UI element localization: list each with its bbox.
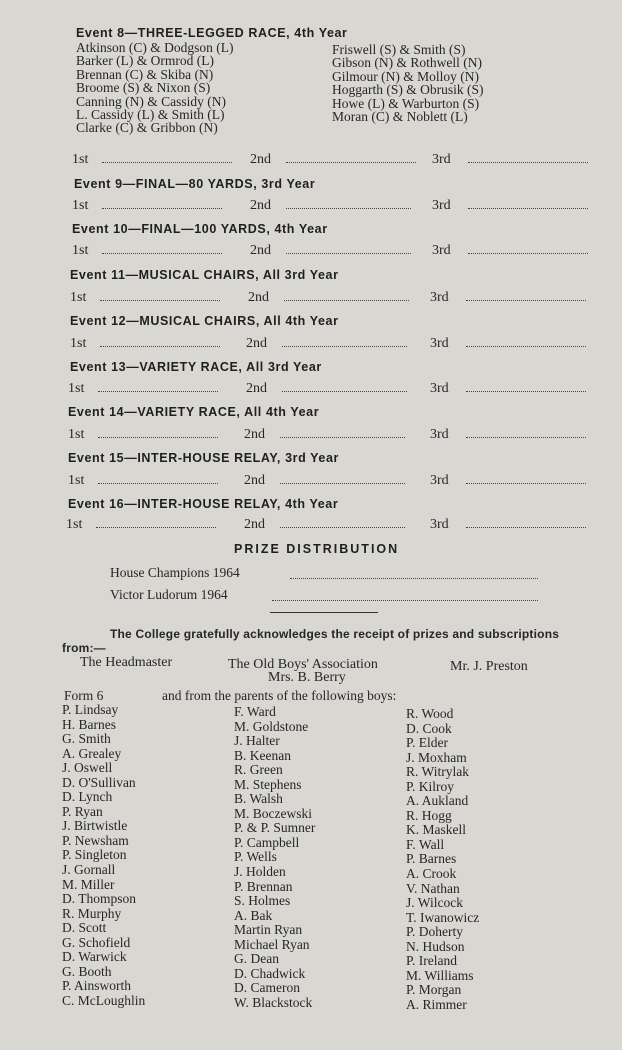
house-champions-label: House Champions 1964 (110, 565, 240, 580)
third-place-label: 3rd (430, 473, 449, 488)
victor-ludorum-label: Victor Ludorum 1964 (110, 587, 228, 602)
donor-preston: Mr. J. Preston (450, 659, 528, 674)
event-8-places (66, 152, 590, 168)
event-16-heading: Event 16—INTER-HOUSE RELAY, 4th Year (68, 497, 339, 511)
list-item: S. Holmes (234, 893, 291, 909)
first-place-blank (98, 391, 218, 392)
entry-pair: Gibson (N) & Rothwell (N) (332, 55, 482, 71)
form-6-label: Form 6 (64, 688, 104, 703)
first-place-blank (102, 253, 222, 254)
list-item: D. Thompson (62, 891, 137, 907)
third-place-label: 3rd (430, 336, 449, 351)
list-item: F. Wall (406, 836, 445, 852)
list-item: G. Smith (62, 731, 111, 747)
donor-berry: Mrs. B. Berry (268, 670, 346, 685)
list-item: R. Hogg (406, 807, 452, 823)
entry-pair: Moran (C) & Noblett (L) (332, 109, 468, 125)
entry-pair: Brennan (C) & Skiba (N) (76, 66, 214, 82)
list-item: D. Chadwick (234, 965, 306, 981)
event-10-places (66, 243, 590, 259)
second-place-label: 2nd (250, 198, 271, 213)
entry-pair: Canning (N) & Cassidy (N) (76, 93, 226, 109)
list-item: P. Brennan (234, 878, 293, 894)
second-place-blank (280, 527, 405, 528)
list-item: C. McLoughlin (62, 992, 146, 1008)
list-item: P. Elder (406, 735, 448, 751)
house-champions-blank (290, 578, 538, 579)
third-place-label: 3rd (430, 427, 449, 442)
third-place-blank (466, 300, 586, 301)
list-item: B. Walsh (234, 791, 283, 807)
second-place-label: 2nd (244, 427, 265, 442)
event-12-heading: Event 12—MUSICAL CHAIRS, All 4th Year (70, 314, 339, 328)
list-item: P. Ireland (406, 953, 457, 969)
event-14-heading: Event 14—VARIETY RACE, All 4th Year (68, 405, 320, 419)
event-15-places (66, 473, 590, 489)
list-item: G. Dean (234, 951, 279, 967)
event-12-places (66, 336, 590, 352)
list-item: M. Boczewski (234, 805, 312, 821)
second-place-label: 2nd (246, 381, 267, 396)
second-place-blank (286, 208, 411, 209)
list-item: Martin Ryan (234, 922, 303, 938)
third-place-label: 3rd (432, 152, 451, 167)
first-place-label: 1st (70, 336, 87, 351)
boys-column-1 (62, 703, 145, 1008)
second-place-label: 2nd (250, 243, 271, 258)
list-item: J. Holden (234, 864, 286, 880)
event-9-heading: Event 9—FINAL—80 YARDS, 3rd Year (74, 177, 316, 191)
list-item: J. Oswell (62, 760, 113, 776)
third-place-blank (468, 162, 588, 163)
first-place-label: 1st (70, 290, 87, 305)
second-place-blank (282, 391, 407, 392)
list-item: M. Miller (62, 876, 115, 892)
victor-ludorum-blank (272, 600, 538, 601)
boys-column-3 (406, 707, 479, 1012)
list-item: P. & P. Sumner (234, 820, 316, 836)
entry-pair: L. Cassidy (L) & Smith (L) (76, 107, 225, 123)
entry-pair: Hoggarth (S) & Obrusik (S) (332, 82, 484, 98)
list-item: A. Rimmer (406, 996, 467, 1012)
event-13-places (66, 381, 590, 397)
list-item: H. Barnes (62, 716, 116, 732)
first-place-label: 1st (72, 152, 89, 167)
first-place-label: 1st (68, 427, 85, 442)
entry-pair: Broome (S) & Nixon (S) (76, 80, 211, 96)
event-16-places (66, 517, 590, 533)
list-item: W. Blackstock (234, 994, 313, 1010)
third-place-blank (466, 391, 586, 392)
first-place-blank (96, 527, 216, 528)
event-11-heading: Event 11—MUSICAL CHAIRS, All 3rd Year (70, 268, 339, 282)
event-11-places (66, 290, 590, 306)
list-item: P. Wells (234, 849, 277, 865)
acknowledgement-text: The College gratefully acknowledges the receipt of prizes and subscriptions from:— (62, 627, 560, 655)
list-item: J. Birtwistle (62, 818, 128, 834)
list-item: R. Witrylak (406, 764, 469, 780)
second-place-label: 2nd (248, 290, 269, 305)
second-place-blank (284, 300, 409, 301)
second-place-label: 2nd (244, 473, 265, 488)
third-place-label: 3rd (430, 517, 449, 532)
event-8-entries-right (332, 43, 484, 123)
second-place-label: 2nd (246, 336, 267, 351)
first-place-blank (102, 208, 222, 209)
list-item: M. Stephens (234, 776, 302, 792)
list-item: Michael Ryan (234, 936, 310, 952)
third-place-blank (468, 253, 588, 254)
first-place-label: 1st (68, 473, 85, 488)
first-place-label: 1st (68, 381, 85, 396)
parents-intro: and from the parents of the following boys: (162, 688, 397, 703)
event-14-places (66, 427, 590, 443)
list-item: A. Bak (234, 907, 273, 923)
list-item: D. Scott (62, 920, 107, 936)
boys-column-2 (234, 705, 315, 1010)
third-place-blank (466, 346, 586, 347)
first-place-blank (100, 300, 220, 301)
list-item: R. Green (234, 762, 283, 778)
third-place-label: 3rd (432, 198, 451, 213)
second-place-label: 2nd (250, 152, 271, 167)
event-9-places (66, 198, 590, 214)
third-place-label: 3rd (432, 243, 451, 258)
list-item: P. Newsham (62, 832, 129, 848)
list-item: D. Cameron (234, 980, 300, 996)
first-place-blank (102, 162, 232, 163)
entry-pair: Gilmour (N) & Molloy (N) (332, 68, 479, 84)
second-place-blank (286, 162, 416, 163)
list-item: R. Wood (406, 706, 454, 721)
event-8-entries-left (76, 41, 234, 135)
list-item: D. Lynch (62, 789, 113, 805)
list-item: J. Halter (234, 733, 280, 749)
list-item: P. Barnes (406, 851, 457, 867)
prize-distribution-title: PRIZE DISTRIBUTION (234, 542, 400, 556)
list-item: R. Murphy (62, 905, 122, 921)
list-item: D. Cook (406, 720, 452, 736)
list-item: P. Ryan (62, 803, 103, 819)
list-item: F. Ward (234, 704, 276, 719)
second-place-blank (280, 437, 405, 438)
entry-pair: Atkinson (C) & Dodgson (L) (76, 40, 234, 55)
list-item: A. Grealey (62, 745, 122, 761)
donor-headmaster: The Headmaster (80, 655, 173, 670)
entry-pair: Clarke (C) & Gribbon (N) (76, 120, 218, 136)
second-place-blank (282, 346, 407, 347)
list-item: N. Hudson (406, 938, 465, 954)
list-item: A. Aukland (406, 793, 469, 809)
list-item: J. Wilcock (406, 895, 463, 911)
first-place-label: 1st (66, 517, 83, 532)
first-place-blank (100, 346, 220, 347)
list-item: M. Williams (406, 967, 474, 983)
third-place-blank (466, 527, 586, 528)
list-item: P. Ainsworth (62, 978, 132, 994)
list-item: P. Morgan (406, 982, 462, 998)
list-item: D. O'Sullivan (62, 774, 136, 790)
list-item: P. Kilroy (406, 778, 455, 794)
list-item: J. Gornall (62, 862, 116, 878)
third-place-label: 3rd (430, 381, 449, 396)
list-item: G. Schofield (62, 934, 131, 950)
event-8-heading: Event 8—THREE-LEGGED RACE, 4th Year (76, 26, 348, 40)
second-place-blank (286, 253, 411, 254)
list-item: P. Lindsay (62, 702, 119, 717)
third-place-blank (468, 208, 588, 209)
list-item: P. Singleton (62, 847, 127, 863)
entry-pair: Friswell (S) & Smith (S) (332, 42, 466, 57)
first-place-blank (98, 437, 218, 438)
first-place-label: 1st (72, 243, 89, 258)
list-item: J. Moxham (406, 749, 467, 765)
list-item: P. Doherty (406, 924, 463, 940)
donor-old-boys: The Old Boys' Association (228, 657, 378, 672)
divider-rule (270, 612, 378, 613)
list-item: A. Crook (406, 866, 457, 882)
entry-pair: Howe (L) & Warburton (S) (332, 95, 480, 111)
entry-pair: Barker (L) & Ormrod (L) (76, 53, 214, 69)
second-place-label: 2nd (244, 517, 265, 532)
first-place-label: 1st (72, 198, 89, 213)
second-place-blank (280, 483, 405, 484)
list-item: P. Campbell (234, 834, 300, 850)
list-item: T. Iwanowicz (406, 909, 480, 925)
list-item: G. Booth (62, 963, 112, 979)
list-item: D. Warwick (62, 949, 127, 965)
third-place-blank (466, 437, 586, 438)
event-10-heading: Event 10—FINAL—100 YARDS, 4th Year (72, 222, 328, 236)
third-place-blank (466, 483, 586, 484)
third-place-label: 3rd (430, 290, 449, 305)
event-13-heading: Event 13—VARIETY RACE, All 3rd Year (70, 360, 322, 374)
list-item: V. Nathan (406, 880, 460, 896)
event-15-heading: Event 15—INTER-HOUSE RELAY, 3rd Year (68, 451, 339, 465)
list-item: K. Maskell (406, 822, 466, 838)
first-place-blank (98, 483, 218, 484)
list-item: B. Keenan (234, 747, 291, 763)
list-item: M. Goldstone (234, 718, 309, 734)
